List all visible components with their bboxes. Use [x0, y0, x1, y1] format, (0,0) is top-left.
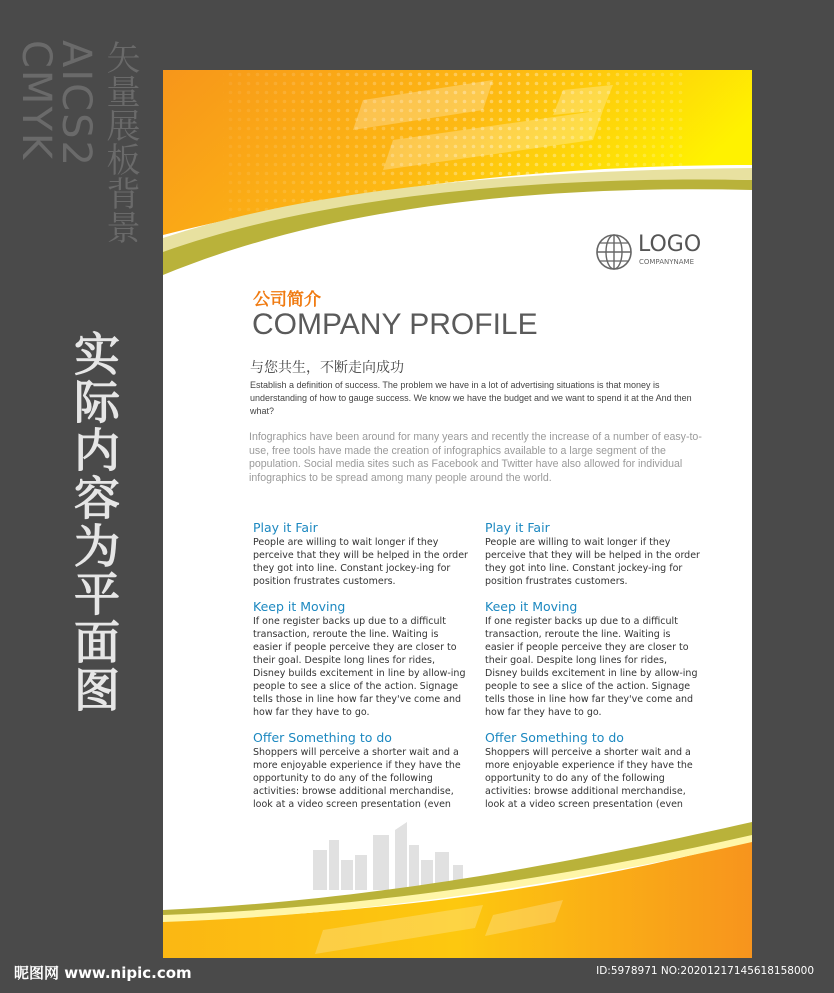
poster	[163, 70, 752, 958]
globe-icon	[594, 232, 634, 272]
watermark-line-cn: 矢量展板背景	[100, 40, 140, 244]
section-keep-it-moving	[253, 599, 468, 730]
logo-subtitle: COMPANYNAME	[639, 258, 694, 266]
site-watermark: 昵图网 www.nipic.com	[14, 964, 192, 982]
title-chinese: 公司简介	[253, 290, 321, 310]
body-paragraph: Infographics have been around for many years and recently the increase of a number of easy-to-use, free tools have made the creation of infographics available to a large segment of the population. Social media sites such as Facebook and Twitter have also allowed for individual infographics to be spread among many people around the world.	[249, 431, 702, 484]
section-body: If one register backs up due to a difficult transaction, reroute the line. Waiting is easier if people perceive they are closer to their goal. Despite long lines for rides, Disney builds excitement in line by allow-ing people to see a slice of the action. Signage tells those in line how far they've come and how far they have to go.	[485, 616, 698, 718]
section-body: Shoppers will perceive a shorter wait and a more enjoyable experience if they have the opportunity to do any of the following activities: browse additional merchandise, look at a video screen presentation (even	[253, 747, 461, 810]
section-body: People are willing to wait longer if they perceive that they will be helped in the order they got into line. Constant jockey-ing for position frustrates customers.	[253, 537, 468, 587]
section-offer-something	[485, 730, 700, 830]
watermark-line-format: AICS2 CMYK	[13, 40, 99, 168]
section-body: People are willing to wait longer if they perceive that they will be helped in the order they got into line. Constant jockey-ing for position frustrates customers.	[485, 537, 700, 587]
tagline: 与您共生，不断走向成功	[250, 360, 404, 376]
section-heading: Keep it Moving	[485, 599, 578, 614]
side-watermark	[13, 40, 140, 280]
section-keep-it-moving	[485, 599, 700, 730]
right-column	[485, 520, 700, 830]
section-body: If one register backs up due to a difficult transaction, reroute the line. Waiting is easier if people perceive they are closer to their goal. Despite long lines for rides, Disney builds excitement in line by allow-ing people to see a slice of the action. Signage tells those in line how far they've come and how far they have to go.	[253, 616, 466, 718]
image-id-text: ID:5978971 NO:20201217145618158000	[596, 965, 814, 977]
section-heading: Play it Fair	[253, 520, 318, 535]
section-heading: Offer Something to do	[485, 730, 624, 745]
section-heading: Offer Something to do	[253, 730, 392, 745]
city-skyline	[313, 822, 463, 890]
intro-text: Establish a definition of success. The problem we have in a lot of advertising situations is that money is understanding of how to gauge success. We know we have the budget and we want to spend it at the And then what?	[250, 380, 692, 416]
left-column	[253, 520, 468, 830]
section-offer-something	[253, 730, 468, 830]
section-heading: Play it Fair	[485, 520, 550, 535]
section-play-it-fair	[485, 520, 700, 599]
section-play-it-fair	[253, 520, 468, 599]
section-heading: Keep it Moving	[253, 599, 346, 614]
section-body: Shoppers will perceive a shorter wait and a more enjoyable experience if they have the opportunity to do any of the following activities: browse additional merchandise, look at a video screen presentation (even	[485, 747, 693, 810]
title-english: COMPANY PROFILE	[252, 308, 538, 341]
company-logo	[594, 230, 714, 280]
side-caption: 实际内容为平面图	[67, 330, 121, 714]
logo-text: LOGO	[638, 232, 702, 257]
